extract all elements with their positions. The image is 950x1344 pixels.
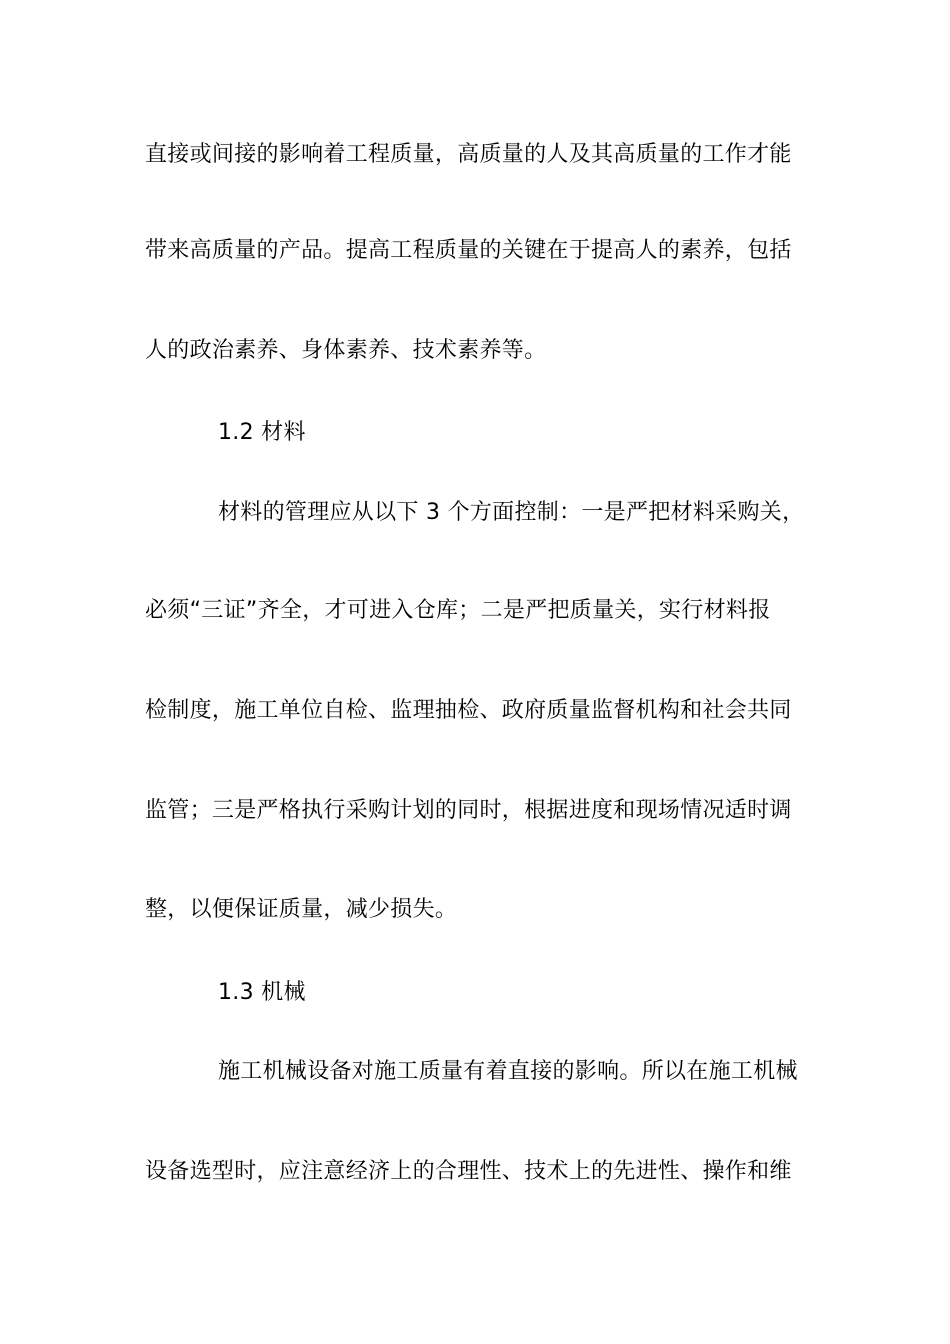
- paragraph-line: 整，以便保证质量，减少损失。: [145, 897, 458, 922]
- paragraph-line: 必须“三证”齐全，才可进入仓库；二是严把质量关，实行材料报: [145, 598, 771, 623]
- paragraph-line: 检制度，施工单位自检、监理抽检、政府质量监督机构和社会共同: [145, 698, 792, 723]
- paragraph-line: 材料的管理应从以下 3 个方面控制：一是严把材料采购关，: [218, 500, 805, 525]
- paragraph-line: 施工机械设备对施工质量有着直接的影响。所以在施工机械: [218, 1059, 798, 1084]
- section-heading: 1.3 机械: [218, 980, 306, 1005]
- paragraph-line: 设备选型时，应注意经济上的合理性、技术上的先进性、操作和维: [145, 1159, 792, 1184]
- paragraph-line: 带来高质量的产品。提高工程质量的关键在于提高人的素养，包括: [145, 238, 792, 263]
- paragraph-line: 直接或间接的影响着工程质量，高质量的人及其高质量的工作才能: [145, 142, 792, 167]
- paragraph-line: 监管；三是严格执行采购计划的同时，根据进度和现场情况适时调: [145, 798, 792, 823]
- section-heading: 1.2 材料: [218, 420, 306, 445]
- paragraph-line: 人的政治素养、身体素养、技术素养等。: [145, 338, 547, 363]
